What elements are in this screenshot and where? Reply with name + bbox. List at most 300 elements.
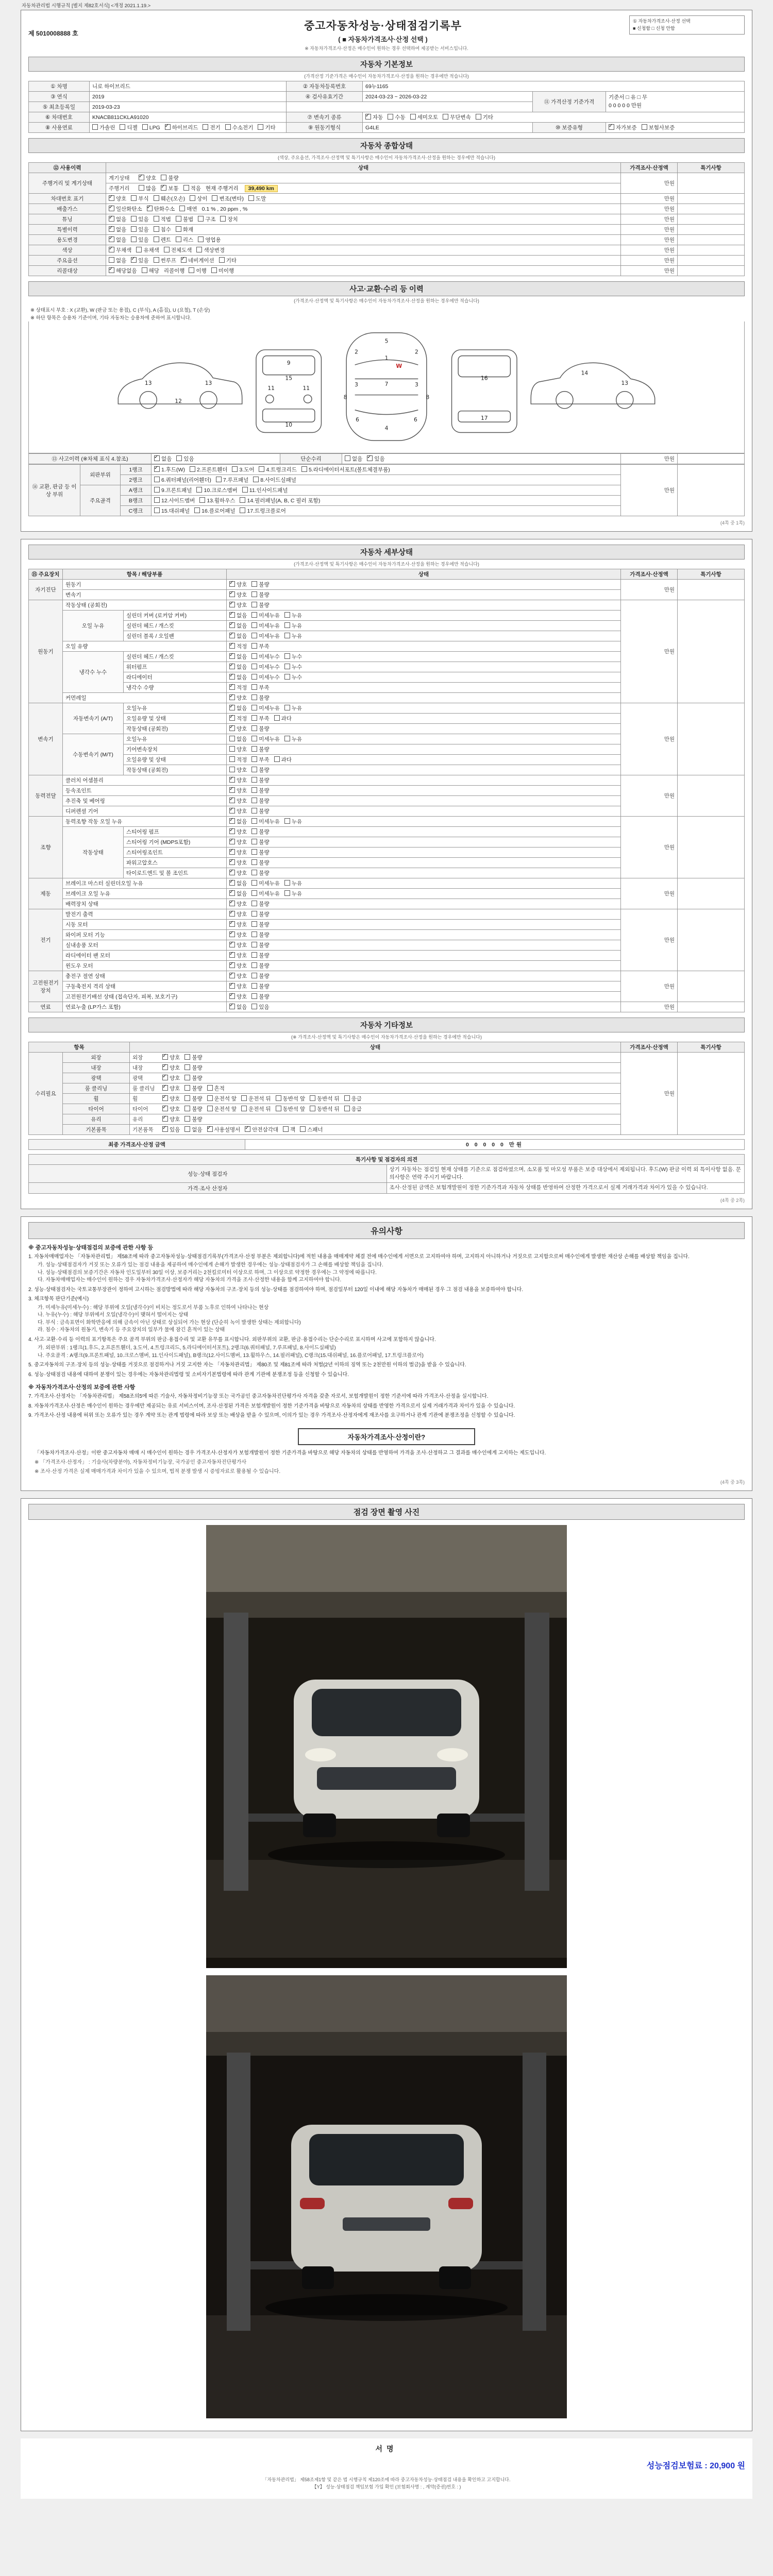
checkbox[interactable] [229,911,235,917]
checkbox[interactable] [109,257,114,263]
checkbox[interactable] [229,694,235,700]
checkbox-option[interactable]: 불량 [251,591,269,599]
checkbox-option[interactable]: 있음 [131,236,148,244]
checkbox-option[interactable]: 전기 [203,124,220,131]
checkbox[interactable] [253,477,259,482]
checkbox-option[interactable]: ✓ 양호 [109,195,126,202]
checkbox[interactable] [196,247,202,252]
signature-label[interactable]: 서명 [375,2444,398,2453]
checkbox-option[interactable]: ✓ 일산화탄소 [109,205,142,213]
checkbox-option[interactable]: 누수 [284,673,302,681]
checkbox-option[interactable]: 불법 [176,215,193,223]
checkbox-option[interactable]: 불량 [251,962,269,970]
checkbox-option[interactable]: ✓ 양호 [229,941,247,949]
checkbox-option[interactable]: 불량 [184,1095,202,1103]
checkbox[interactable] [207,1126,213,1132]
checkbox[interactable] [229,643,235,649]
checkbox[interactable] [251,725,257,731]
checkbox-option[interactable]: 있음 [176,455,194,463]
checkbox[interactable] [251,767,257,772]
checkbox[interactable] [229,942,235,947]
checkbox-option[interactable]: 7.루프패널 [216,476,248,484]
checkbox-option[interactable]: 동반석 뒤 [310,1105,340,1113]
checkbox-option[interactable]: 운전석 뒤 [241,1095,271,1103]
checkbox[interactable] [154,226,159,232]
checkbox[interactable] [284,890,290,896]
checkbox-option[interactable]: 동반석 앞 [276,1095,306,1103]
checkbox-option[interactable]: ✓ 없음 [229,890,247,897]
checkbox[interactable] [229,725,235,731]
option-line2[interactable]: ■ 신청함 □ 신청 안함 [633,25,675,31]
checkbox[interactable] [251,880,257,886]
checkbox-option[interactable]: 유채색 [136,246,159,254]
checkbox[interactable] [162,1116,168,1122]
checkbox[interactable] [229,880,235,886]
checkbox[interactable] [154,487,160,493]
checkbox-option[interactable]: 불량 [251,694,269,702]
checkbox[interactable] [190,466,195,472]
checkbox-option[interactable]: 이행 [189,267,206,275]
checkbox[interactable] [147,206,153,211]
checkbox-option[interactable]: 5.라디에이터서포트(볼트체결부품) [301,466,390,473]
checkbox-option[interactable]: ✓ 없음 [229,632,247,640]
checkbox[interactable] [410,114,416,120]
checkbox[interactable] [109,206,114,211]
checkbox-option[interactable]: ✓ 양호 [162,1074,180,1082]
checkbox[interactable] [242,487,248,493]
checkbox-option[interactable]: 미세누유 [251,632,280,640]
checkbox-option[interactable]: ✓ 양호 [229,869,247,877]
checkbox[interactable] [109,267,114,273]
checkbox[interactable] [229,674,235,680]
checkbox-option[interactable]: 누유 [284,735,302,743]
checkbox[interactable] [109,195,114,201]
checkbox-option[interactable]: ✓ 양호 [229,694,247,702]
checkbox[interactable] [240,497,245,503]
checkbox-option[interactable]: 잭 [283,1126,295,1133]
checkbox[interactable] [284,612,290,618]
checkbox[interactable] [154,497,160,503]
checkbox[interactable] [176,226,181,232]
checkbox-option[interactable]: 운전석 앞 [207,1095,237,1103]
checkbox-option[interactable]: ✓ 사용설명서 [207,1126,241,1133]
checkbox[interactable] [229,890,235,896]
checkbox-option[interactable]: 불량 [184,1115,202,1123]
checkbox[interactable] [241,1095,247,1101]
checkbox[interactable] [251,633,257,638]
checkbox[interactable] [251,643,257,649]
checkbox-option[interactable]: ✓ 양호 [162,1064,180,1072]
checkbox-option[interactable]: 있음 [131,215,148,223]
checkbox-option[interactable]: ✓ 양호 [229,828,247,836]
checkbox[interactable] [184,1075,190,1080]
checkbox[interactable] [344,1106,350,1111]
checkbox-option[interactable]: 10.크로스멤버 [196,486,237,494]
checkbox-option[interactable]: 매연 [179,205,197,213]
checkbox[interactable] [109,247,114,252]
checkbox[interactable] [136,247,142,252]
checkbox-option[interactable]: ✓ 양호 [229,787,247,794]
checkbox-option[interactable]: 변조(변타) [212,195,244,202]
checkbox[interactable] [284,653,290,659]
checkbox-option[interactable]: ✓ 양호 [162,1054,180,1061]
checkbox[interactable] [229,746,235,752]
checkbox[interactable] [283,1126,289,1132]
checkbox-option[interactable]: 스패너 [300,1126,323,1133]
checkbox[interactable] [365,114,371,120]
checkbox-option[interactable]: ✓ 탄화수소 [147,205,175,213]
checkbox[interactable] [274,756,280,762]
checkbox[interactable] [251,849,257,855]
checkbox[interactable] [229,581,235,587]
checkbox-option[interactable]: 불량 [184,1074,202,1082]
checkbox-option[interactable]: 불량 [251,972,269,980]
checkbox-option[interactable]: 불량 [251,931,269,939]
checkbox-option[interactable]: ✓ 없음 [229,704,247,712]
checkbox[interactable] [162,1075,168,1080]
checkbox[interactable] [229,828,235,834]
checkbox-option[interactable]: 미세누수 [251,653,280,660]
checkbox[interactable] [142,267,147,273]
checkbox[interactable] [189,267,194,273]
checkbox-option[interactable]: 누유 [284,622,302,630]
checkbox-option[interactable]: ✓ 양호 [229,910,247,918]
checkbox-option[interactable]: 누유 [284,890,302,897]
checkbox-option[interactable]: ✓ 있음 [367,455,384,463]
checkbox-option[interactable]: 장치 [220,215,238,223]
checkbox[interactable] [251,622,257,628]
checkbox-option[interactable]: ✓ 양호 [229,776,247,784]
checkbox[interactable] [120,124,125,130]
checkbox[interactable] [284,622,290,628]
checkbox[interactable] [251,859,257,865]
checkbox-option[interactable]: 불량 [184,1054,202,1061]
checkbox[interactable] [225,124,231,130]
checkbox[interactable] [184,1106,190,1111]
checkbox[interactable] [251,787,257,793]
checkbox[interactable] [154,477,160,482]
checkbox-option[interactable]: ✓ 없음 [229,879,247,887]
checkbox-option[interactable]: 불량 [251,828,269,836]
checkbox[interactable] [388,114,393,120]
checkbox-option[interactable]: 많음 [139,184,156,192]
checkbox-option[interactable]: 불량 [251,900,269,908]
checkbox[interactable] [207,1095,213,1101]
checkbox-option[interactable]: 16.플로어패널 [194,507,235,515]
checkbox[interactable] [229,859,235,865]
checkbox[interactable] [220,216,226,222]
checkbox-option[interactable]: 미세누유 [251,612,280,619]
checkbox-option[interactable]: 렌트 [154,236,171,244]
checkbox[interactable] [367,455,373,461]
checkbox[interactable] [162,1126,168,1132]
checkbox[interactable] [240,507,245,513]
checkbox-option[interactable]: 불량 [184,1064,202,1072]
checkbox-option[interactable]: 부족 [251,684,269,691]
checkbox[interactable] [179,206,185,211]
checkbox-option[interactable]: 불량 [161,174,178,182]
checkbox[interactable] [251,890,257,896]
checkbox-option[interactable]: 미세누유 [251,818,280,825]
checkbox-option[interactable]: 동반석 앞 [276,1105,306,1113]
checkbox[interactable] [251,901,257,906]
checkbox-option[interactable]: ✓ 없음 [154,455,172,463]
checkbox-option[interactable]: 9.프론트패널 [154,486,192,494]
checkbox[interactable] [199,497,205,503]
checkbox-option[interactable]: 불량 [251,807,269,815]
checkbox[interactable] [229,591,235,597]
checkbox-option[interactable]: ✓ 양호 [229,849,247,856]
checkbox-option[interactable]: 불량 [251,921,269,928]
checkbox[interactable] [162,1085,168,1091]
checkbox[interactable] [229,993,235,999]
checkbox[interactable] [219,257,225,263]
checkbox-option[interactable]: 불량 [251,910,269,918]
checkbox[interactable] [176,455,182,461]
checkbox-option[interactable]: ✓ 양호 [229,859,247,867]
checkbox[interactable] [251,664,257,669]
checkbox[interactable] [251,798,257,803]
checkbox[interactable] [251,602,257,607]
checkbox-option[interactable]: ✓ 양호 [229,807,247,815]
checkbox[interactable] [284,633,290,638]
checkbox[interactable] [109,216,114,222]
checkbox-option[interactable]: 불량 [251,766,269,774]
checkbox-option[interactable]: 불량 [251,581,269,588]
checkbox-option[interactable]: 가솔린 [92,124,115,131]
checkbox-option[interactable]: ✓ 없음 [229,612,247,619]
checkbox[interactable] [251,931,257,937]
checkbox-option[interactable]: 무단변속 [443,113,471,121]
checkbox-option[interactable]: 불량 [251,941,269,949]
checkbox-option[interactable]: 6.쿼터패널(리어휀더) [154,476,211,484]
checkbox[interactable] [203,124,208,130]
checkbox-option[interactable]: 구조 [198,215,215,223]
checkbox[interactable] [251,870,257,875]
checkbox-option[interactable]: ✓ 하이브리드 [165,124,198,131]
checkbox-option[interactable]: 훼손(오손) [154,195,186,202]
checkbox[interactable] [229,787,235,793]
checkbox[interactable] [251,746,257,752]
checkbox[interactable] [229,602,235,607]
checkbox[interactable] [212,195,217,201]
checkbox[interactable] [310,1106,315,1111]
checkbox-option[interactable]: 14.필러패널(A, B, C 필러 포함) [240,497,320,504]
checkbox-option[interactable]: 불량 [251,952,269,959]
checkbox-option[interactable]: 있음 [251,1003,269,1011]
checkbox[interactable] [229,901,235,906]
checkbox-option[interactable]: 기타 [219,257,237,264]
checkbox[interactable] [154,466,160,472]
checkbox-option[interactable]: 세미오토 [410,113,439,121]
checkbox[interactable] [284,664,290,669]
checkbox[interactable] [131,257,137,263]
checkbox-option[interactable]: 응급 [344,1105,362,1113]
checkbox[interactable] [229,798,235,803]
checkbox[interactable] [248,195,254,201]
checkbox[interactable] [245,1126,250,1132]
checkbox[interactable] [229,839,235,844]
checkbox-option[interactable]: ✓ 양호 [229,962,247,970]
checkbox-option[interactable]: ✓ 적정 [229,684,247,691]
checkbox-option[interactable]: ✓ 양호 [162,1115,180,1123]
checkbox-option[interactable]: 불량 [251,849,269,856]
checkbox-option[interactable]: ✓ 양호 [229,993,247,1001]
checkbox-option[interactable]: 기타 [476,113,493,121]
checkbox[interactable] [284,674,290,680]
checkbox-option[interactable]: 불량 [251,859,269,867]
checkbox-option[interactable]: 영업용 [198,236,221,244]
checkbox[interactable] [154,216,159,222]
checkbox[interactable] [300,1126,306,1132]
checkbox-option[interactable]: 도말 [248,195,266,202]
checkbox[interactable] [162,1054,168,1060]
checkbox-option[interactable]: 과다 [274,715,292,722]
checkbox[interactable] [154,236,159,242]
checkbox-option[interactable]: 리스 [176,236,193,244]
checkbox-option[interactable]: 불량 [184,1105,202,1113]
checkbox[interactable] [443,114,448,120]
checkbox-option[interactable]: 기타 [258,124,275,131]
checkbox[interactable] [92,124,98,130]
checkbox[interactable] [229,921,235,927]
checkbox[interactable] [251,828,257,834]
checkbox-option[interactable]: ✓ 없음 [229,653,247,660]
checkbox[interactable] [216,477,222,482]
checkbox-option[interactable]: 불량 [251,725,269,733]
checkbox-option[interactable]: 응급 [344,1095,362,1103]
checkbox-option[interactable]: ✓ 없음 [229,818,247,825]
checkbox-option[interactable]: ✓ 적정 [229,715,247,722]
checkbox[interactable] [139,175,144,180]
checkbox[interactable] [251,674,257,680]
checkbox-option[interactable]: 4.트렁크리드 [259,466,296,473]
checkbox[interactable] [162,1095,168,1101]
checkbox-option[interactable]: ✓ 양호 [139,174,156,182]
checkbox[interactable] [301,466,307,472]
checkbox[interactable] [162,1064,168,1070]
checkbox-option[interactable]: 양호 [229,745,247,753]
checkbox-option[interactable]: 2.프론트휀더 [190,466,227,473]
checkbox-option[interactable]: 불량 [251,838,269,846]
checkbox-option[interactable]: 13.휠하우스 [199,497,235,504]
checkbox-option[interactable]: ✓ 없음 [229,673,247,681]
checkbox-option[interactable]: 해당 [142,267,159,275]
checkbox[interactable] [164,247,170,252]
checkbox-option[interactable]: 누유 [284,818,302,825]
checkbox-option[interactable]: ✓ 양호 [229,581,247,588]
checkbox[interactable] [345,455,350,461]
checkbox-option[interactable]: 미세누수 [251,663,280,671]
checkbox-option[interactable]: ✓ 없음 [109,236,126,244]
checkbox-option[interactable]: 불량 [251,869,269,877]
checkbox-option[interactable]: 과다 [274,756,292,764]
checkbox[interactable] [229,653,235,659]
checkbox-option[interactable]: 불량 [251,982,269,990]
checkbox[interactable] [251,911,257,917]
checkbox-option[interactable]: 흔적 [207,1084,225,1092]
checkbox-option[interactable]: ✓ 양호 [229,601,247,609]
checkbox-option[interactable]: ✓ 있음 [162,1126,180,1133]
checkbox[interactable] [251,705,257,710]
checkbox[interactable] [161,185,166,191]
checkbox[interactable] [229,736,235,741]
checkbox-option[interactable]: 누유 [284,632,302,640]
checkbox-option[interactable]: 상이 [190,195,207,202]
checkbox[interactable] [139,185,144,191]
checkbox[interactable] [229,952,235,958]
checkbox-option[interactable]: 미세누유 [251,890,280,897]
checkbox[interactable] [184,1054,190,1060]
checkbox-option[interactable]: 불량 [251,797,269,805]
checkbox[interactable] [176,216,181,222]
checkbox[interactable] [251,777,257,783]
checkbox[interactable] [284,736,290,741]
checkbox-option[interactable]: ✓ 해당없음 [109,267,137,275]
checkbox[interactable] [284,880,290,886]
checkbox[interactable] [229,756,235,762]
checkbox-option[interactable]: 운전석 뒤 [241,1105,271,1113]
checkbox-option[interactable]: 미세누유 [251,622,280,630]
checkbox[interactable] [251,1004,257,1009]
checkbox[interactable] [184,1095,190,1101]
checkbox-option[interactable]: 누유 [284,879,302,887]
checkbox[interactable] [476,114,481,120]
checkbox-option[interactable]: ✓ 양호 [229,591,247,599]
checkbox[interactable] [251,612,257,618]
checkbox[interactable] [229,849,235,855]
checkbox-option[interactable]: ✓ 양호 [229,931,247,939]
checkbox-option[interactable]: 3.도어 [232,466,254,473]
checkbox[interactable] [229,808,235,814]
checkbox[interactable] [229,983,235,989]
checkbox-option[interactable]: 양호 [229,766,247,774]
checkbox[interactable] [131,236,137,242]
checkbox-option[interactable]: 부족 [251,642,269,650]
base-price-line1[interactable]: 기준서 □ 유 □ 무 [609,94,648,100]
checkbox[interactable] [184,1126,190,1132]
checkbox-option[interactable]: 색상변경 [196,246,225,254]
checkbox[interactable] [229,664,235,669]
checkbox[interactable] [276,1106,281,1111]
checkbox-option[interactable]: ✓ 무채색 [109,246,131,254]
checkbox-option[interactable]: ✓ 없음 [229,663,247,671]
checkbox[interactable] [251,684,257,690]
checkbox[interactable] [229,1004,235,1009]
checkbox-option[interactable]: 없음 [184,1126,202,1133]
checkbox-option[interactable]: 12.사이드멤버 [154,497,195,504]
checkbox-option[interactable]: 8.사이드실패널 [253,476,296,484]
checkbox[interactable] [251,808,257,814]
checkbox-option[interactable]: 부족 [251,756,269,764]
checkbox-option[interactable]: 썬루프 [154,257,176,264]
checkbox[interactable] [229,973,235,978]
checkbox-option[interactable]: ✓ 양호 [229,838,247,846]
checkbox[interactable] [229,715,235,721]
checkbox[interactable] [190,195,195,201]
checkbox-option[interactable]: ✓ 없음 [229,622,247,630]
checkbox-option[interactable]: 11.인사이드패널 [242,486,288,494]
checkbox[interactable] [310,1095,315,1101]
checkbox-option[interactable]: 없음 [345,455,362,463]
checkbox[interactable] [251,653,257,659]
checkbox-option[interactable]: 누수 [284,663,302,671]
checkbox-option[interactable]: ✓ 양호 [229,797,247,805]
checkbox-option[interactable]: 화재 [176,226,193,233]
checkbox[interactable] [229,684,235,690]
checkbox-option[interactable]: 적음 [183,184,201,192]
checkbox[interactable] [154,455,160,461]
